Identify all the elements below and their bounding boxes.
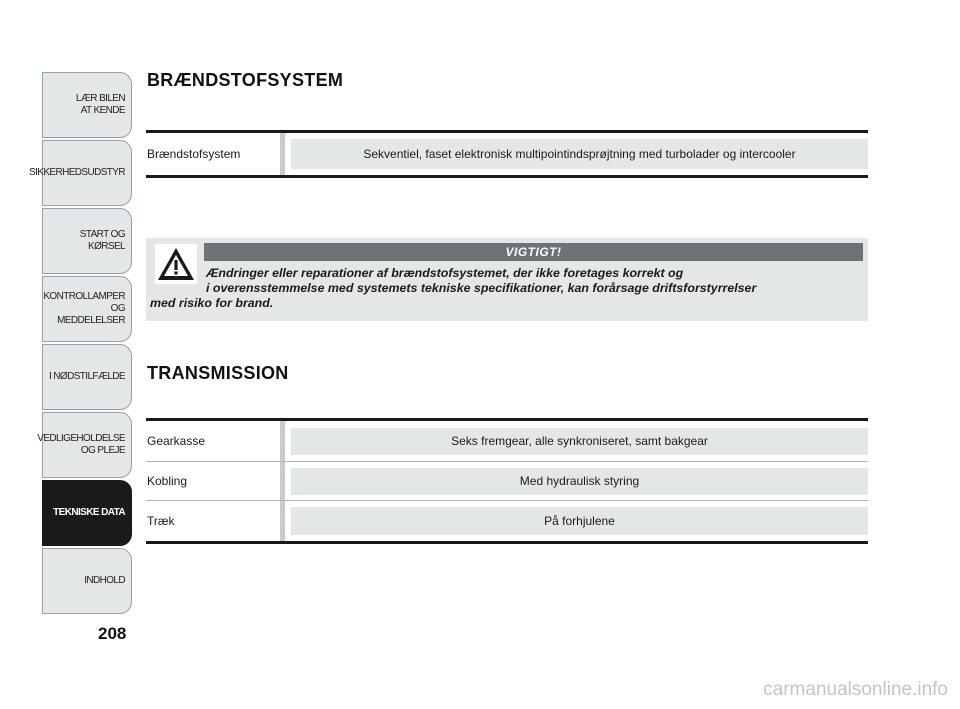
tab-tekniske-data[interactable]: TEKNISKE DATA xyxy=(42,480,132,546)
tab-vedligeholdelse[interactable]: VEDLIGEHOLDELSE OG PLEJE xyxy=(42,412,132,478)
fuel-heading: BRÆNDSTOFSYSTEM xyxy=(147,70,344,90)
row-label: Træk xyxy=(147,514,175,528)
row-value: På forhjulene xyxy=(291,507,868,535)
watermark: carmanualsonline.info xyxy=(763,679,948,700)
warning-text xyxy=(150,266,862,311)
tab-kontrollamper[interactable]: KONTROLLAMPER OG MEDDELELSER xyxy=(42,276,132,342)
transmission-table xyxy=(146,418,868,544)
transmission-heading: TRANSMISSION xyxy=(147,363,289,383)
warning-line-3: med risiko for brand. xyxy=(150,296,274,310)
tab-laer-bilen-at-kende[interactable]: LÆR BILEN AT KENDE xyxy=(42,72,132,138)
tab-start-og-korsel[interactable]: START OG KØRSEL xyxy=(42,208,132,274)
row-label: Gearkasse xyxy=(147,434,206,448)
warning-title: VIGTIGT! xyxy=(204,243,863,261)
fuel-table xyxy=(146,130,868,178)
row-label: Brændstofsystem xyxy=(147,147,241,161)
tab-i-nodstilfaelde[interactable]: I NØDSTILFÆLDE xyxy=(42,344,132,410)
row-value: Med hydraulisk styring xyxy=(291,468,868,495)
tab-indhold[interactable]: INDHOLD xyxy=(42,548,132,614)
row-value: Sekventiel, faset elektronisk multipointindsprøjtning med turbolader og intercooler xyxy=(291,139,868,169)
warning-box xyxy=(146,238,868,321)
row-value: Seks fremgear, alle synkroniseret, samt bakgear xyxy=(291,428,868,455)
table-row xyxy=(146,133,868,175)
warning-line-2: i overensstemmelse med systemets tekniske specifikationer, kan forårsage driftsforstyrrelser xyxy=(206,281,757,295)
table-row xyxy=(146,500,868,541)
warning-line-1: Ændringer eller reparationer af brændstofsystemet, der ikke foretages korrekt og xyxy=(206,266,684,280)
page-number: 208 xyxy=(98,624,127,643)
tab-sikkerhedsudstyr[interactable]: SIKKERHEDSUDSTYR xyxy=(42,140,132,206)
table-row xyxy=(146,421,868,461)
row-label: Kobling xyxy=(147,474,188,488)
table-row xyxy=(146,461,868,500)
